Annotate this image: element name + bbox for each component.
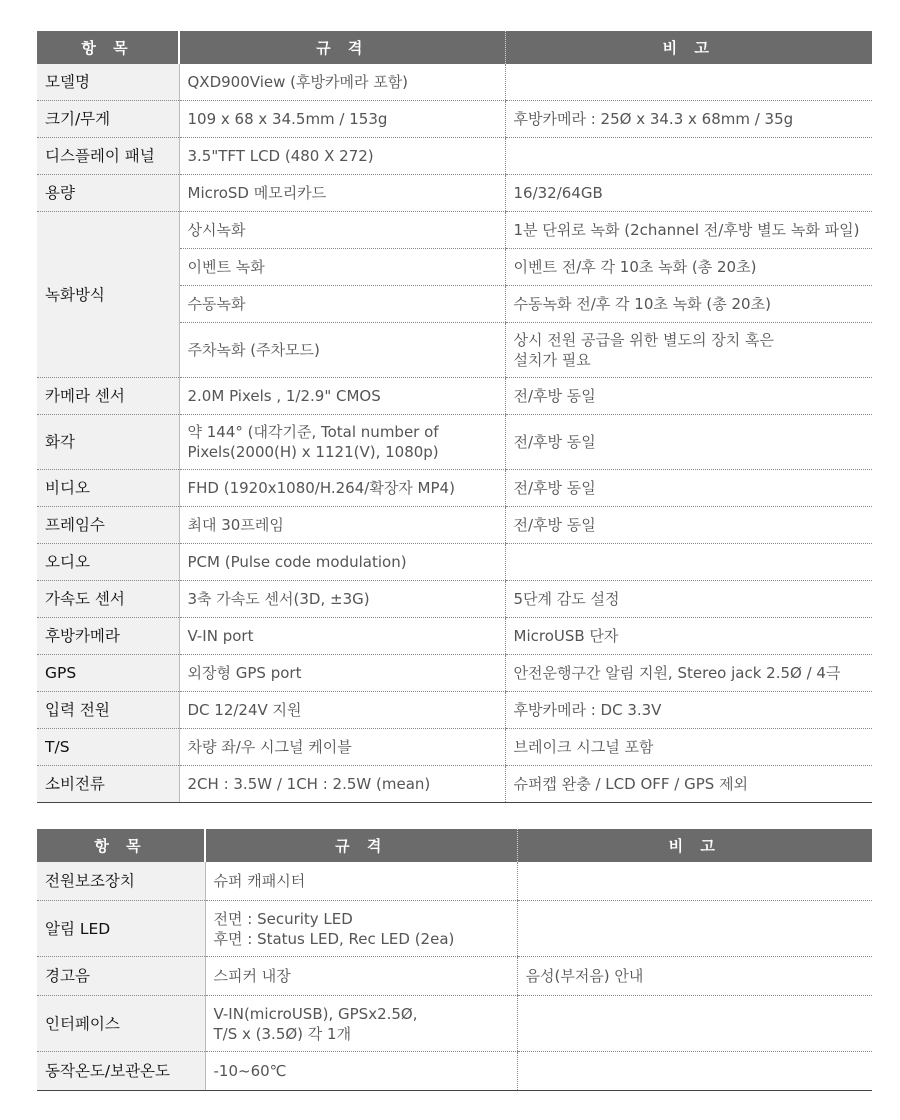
table-row [37, 766, 872, 803]
table-row [37, 101, 872, 138]
table-row [37, 581, 872, 618]
table-row [37, 378, 872, 415]
header-spec: 규 격 [179, 31, 505, 64]
row-item: 전원보조장치 [37, 862, 205, 901]
row-spec: 2.0M Pixels , 1/2.9" CMOS [179, 378, 505, 415]
row-item: 녹화방식 [37, 212, 179, 378]
row-spec [205, 901, 517, 957]
row-spec [179, 415, 505, 470]
row-note: 전/후방 동일 [505, 507, 872, 544]
row-spec: 상시녹화 [179, 212, 505, 249]
row-note: 1분 단위로 녹화 (2channel 전/후방 별도 녹화 파일) [505, 212, 872, 249]
table-row [37, 618, 872, 655]
row-note: 후방카메라 : DC 3.3V [505, 692, 872, 729]
row-spec-line: 약 144° (대각기준, Total number of [187, 423, 439, 441]
table-row [37, 212, 872, 249]
header-item: 항 목 [37, 31, 179, 64]
row-spec: PCM (Pulse code modulation) [179, 544, 505, 581]
row-spec: 3축 가속도 센서(3D, ±3G) [179, 581, 505, 618]
row-note-line: 상시 전원 공급을 위한 별도의 장치 혹은 [513, 331, 774, 349]
row-note [517, 996, 872, 1052]
table-row [37, 175, 872, 212]
row-item: GPS [37, 655, 179, 692]
row-note: 후방카메라 : 25Ø x 34.3 x 68mm / 35g [505, 101, 872, 138]
row-item: 경고음 [37, 957, 205, 996]
table-row [37, 470, 872, 507]
row-note: MicroUSB 단자 [505, 618, 872, 655]
row-spec: V-IN port [179, 618, 505, 655]
row-note: 5단계 감도 설정 [505, 581, 872, 618]
row-spec: 외장형 GPS port [179, 655, 505, 692]
row-item: 카메라 센서 [37, 378, 179, 415]
row-item: 크기/무게 [37, 101, 179, 138]
row-note: 전/후방 동일 [505, 378, 872, 415]
row-spec: DC 12/24V 지원 [179, 692, 505, 729]
row-item: 인터페이스 [37, 996, 205, 1052]
row-spec-line: 후면 : Status LED, Rec LED (2ea) [213, 929, 455, 948]
row-spec: -10~60℃ [205, 1052, 517, 1091]
table-row [37, 138, 872, 175]
row-note [517, 1052, 872, 1091]
row-spec: FHD (1920x1080/H.264/확장자 MP4) [179, 470, 505, 507]
table-row [37, 1052, 872, 1091]
table-row [37, 862, 872, 901]
row-note: 슈퍼캡 완충 / LCD OFF / GPS 제외 [505, 766, 872, 803]
extra-table-header [37, 829, 872, 862]
row-item: 가속도 센서 [37, 581, 179, 618]
header-item: 항 목 [37, 829, 205, 862]
row-note-line: 설치가 필요 [513, 351, 591, 369]
row-note: 전/후방 동일 [505, 415, 872, 470]
spec-table [37, 31, 872, 803]
row-item: 디스플레이 패널 [37, 138, 179, 175]
table-row [37, 507, 872, 544]
row-item: 프레임수 [37, 507, 179, 544]
row-spec-line: 전면 : Security LED [213, 909, 353, 928]
row-item: 동작온도/보관온도 [37, 1052, 205, 1091]
row-spec [205, 996, 517, 1052]
spec-table-header [37, 31, 872, 64]
table-row [37, 544, 872, 581]
row-item: 알림 LED [37, 901, 205, 957]
row-spec-line: V-IN(microUSB), GPSx2.5Ø, [213, 1004, 418, 1023]
row-note [505, 138, 872, 175]
header-note: 비 고 [505, 31, 872, 64]
row-note [517, 901, 872, 957]
table-row [37, 729, 872, 766]
row-note: 이벤트 전/후 각 10초 녹화 (총 20초) [505, 249, 872, 286]
row-item: 용량 [37, 175, 179, 212]
row-item: 오디오 [37, 544, 179, 581]
row-item: 소비전류 [37, 766, 179, 803]
table-row [37, 415, 872, 470]
row-note: 브레이크 시그널 포함 [505, 729, 872, 766]
row-spec: 2CH : 3.5W / 1CH : 2.5W (mean) [179, 766, 505, 803]
header-note: 비 고 [517, 829, 872, 862]
table-row [37, 957, 872, 996]
row-spec-line: Pixels(2000(H) x 1121(V), 1080p) [187, 443, 439, 461]
row-note [517, 862, 872, 901]
row-spec: MicroSD 메모리카드 [179, 175, 505, 212]
row-spec: 스피커 내장 [205, 957, 517, 996]
row-note: 16/32/64GB [505, 175, 872, 212]
row-note [505, 64, 872, 101]
row-note: 수동녹화 전/후 각 10초 녹화 (총 20초) [505, 286, 872, 323]
row-spec: 슈퍼 캐패시터 [205, 862, 517, 901]
row-item: 화각 [37, 415, 179, 470]
row-note [505, 323, 872, 378]
row-note [505, 544, 872, 581]
row-spec-line: T/S x (3.5Ø) 각 1개 [213, 1024, 352, 1043]
row-spec: 3.5"TFT LCD (480 X 272) [179, 138, 505, 175]
table-row [37, 64, 872, 101]
row-spec: 최대 30프레임 [179, 507, 505, 544]
row-spec: 수동녹화 [179, 286, 505, 323]
row-spec: QXD900View (후방카메라 포함) [179, 64, 505, 101]
row-item: 입력 전원 [37, 692, 179, 729]
row-note: 음성(부저음) 안내 [517, 957, 872, 996]
table-row [37, 692, 872, 729]
row-item: T/S [37, 729, 179, 766]
row-spec: 109 x 68 x 34.5mm / 153g [179, 101, 505, 138]
row-note: 전/후방 동일 [505, 470, 872, 507]
row-item: 후방카메라 [37, 618, 179, 655]
row-spec: 이벤트 녹화 [179, 249, 505, 286]
extra-spec-table [37, 829, 872, 1091]
row-item: 비디오 [37, 470, 179, 507]
table-row [37, 901, 872, 957]
table-row [37, 996, 872, 1052]
row-item: 모델명 [37, 64, 179, 101]
header-spec: 규 격 [205, 829, 517, 862]
row-note: 안전운행구간 알림 지원, Stereo jack 2.5Ø / 4극 [505, 655, 872, 692]
row-spec: 차량 좌/우 시그널 케이블 [179, 729, 505, 766]
row-spec: 주차녹화 (주차모드) [179, 323, 505, 378]
table-row [37, 655, 872, 692]
